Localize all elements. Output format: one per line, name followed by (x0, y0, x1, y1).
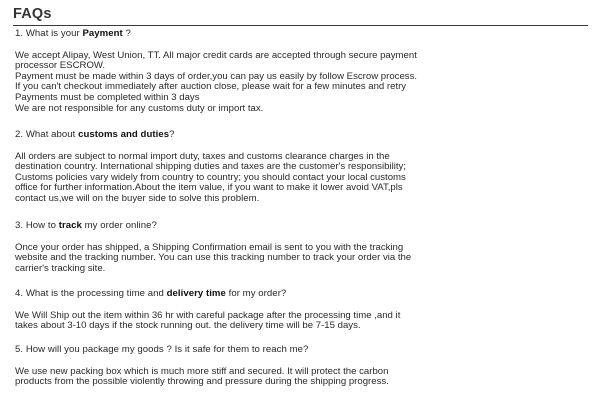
faq-answer (15, 367, 585, 388)
question-keyword: Payment (82, 28, 123, 39)
question-text: 5. How will you package my goods ? Is it safe for them to reach me? (15, 344, 309, 355)
question-text: ? (169, 129, 175, 140)
answer-line: office for further information.About the item value, if you want to make it lower avoid VAT,pls (15, 182, 403, 194)
answer-line: We Will Ship out the item within 36 hr with careful package after the processing time ,and it (15, 309, 401, 321)
answer-line: Payments must be completed within 3 days (15, 91, 200, 103)
question-keyword: delivery time (166, 288, 226, 299)
question-keyword: customs and duties (78, 129, 170, 140)
faq-question (15, 289, 585, 300)
answer-line: destination country. International shipping duties and taxes are the customer's responsibility; (15, 161, 406, 173)
question-text: for my order? (225, 288, 287, 299)
faq-section-payment (15, 29, 585, 114)
answer-line: We accept Alipay, West Union, TT. All major credit cards are accepted through secure payment (15, 49, 417, 61)
answer-line: If you can't checkout immediately after auction close, please wait for a few minutes and retry (15, 81, 407, 93)
answer-line: All orders are subject to normal import duty, taxes and customs clearance charges in the (15, 150, 390, 162)
question-text: 2. What about (15, 129, 79, 140)
question-text: 3. How to (15, 220, 59, 231)
faq-question (15, 221, 585, 232)
answer-line: We are not responsible for any customs duty or import tax. (15, 102, 264, 114)
faq-answer (15, 152, 585, 205)
question-text: my order online? (81, 220, 157, 231)
answer-line: Once your order has shipped, a Shipping Confirmation email is sent to you with the tracking (15, 241, 404, 253)
faq-answer (15, 51, 585, 115)
question-text: ? (122, 28, 131, 39)
faq-section-delivery (15, 289, 585, 332)
faq-section-customs (15, 130, 585, 205)
answer-line: Payment must be made within 3 days of order,you can pay us easily by follow Escrow process. (15, 70, 418, 82)
question-text: 4. What is the processing time and (15, 288, 167, 299)
answer-line: website and the tracking number. You can use this tracking number to track your order via the (15, 252, 412, 264)
faq-question (15, 130, 585, 141)
answer-line: takes about 3-10 days if the stock running out. the delivery time will be 7-15 days. (15, 320, 361, 332)
answer-line: processor ESCROW. (15, 60, 106, 72)
faq-question (15, 29, 585, 40)
faq-section-packaging (15, 345, 585, 388)
question-keyword: track (58, 220, 82, 231)
question-text: 1. What is your (15, 28, 83, 39)
answer-line: carrier's tracking site. (15, 262, 106, 274)
title-divider (13, 25, 588, 26)
faq-section-tracking (15, 221, 585, 274)
answer-line: We use new packing box which is much more stiff and secured. It will protect the carbon (15, 365, 389, 377)
faq-question (15, 345, 585, 356)
faq-answer (15, 243, 585, 275)
faq-answer (15, 311, 585, 332)
answer-line: contact us,we will on the buyer side to solve this problem. (15, 192, 260, 204)
page-title: FAQs (13, 6, 52, 22)
answer-line: Customs policies vary widely from country to country; you should contact your local customs (15, 171, 406, 183)
answer-line: products from the possible violently throwing and pressure during the shipping progress. (15, 376, 389, 388)
